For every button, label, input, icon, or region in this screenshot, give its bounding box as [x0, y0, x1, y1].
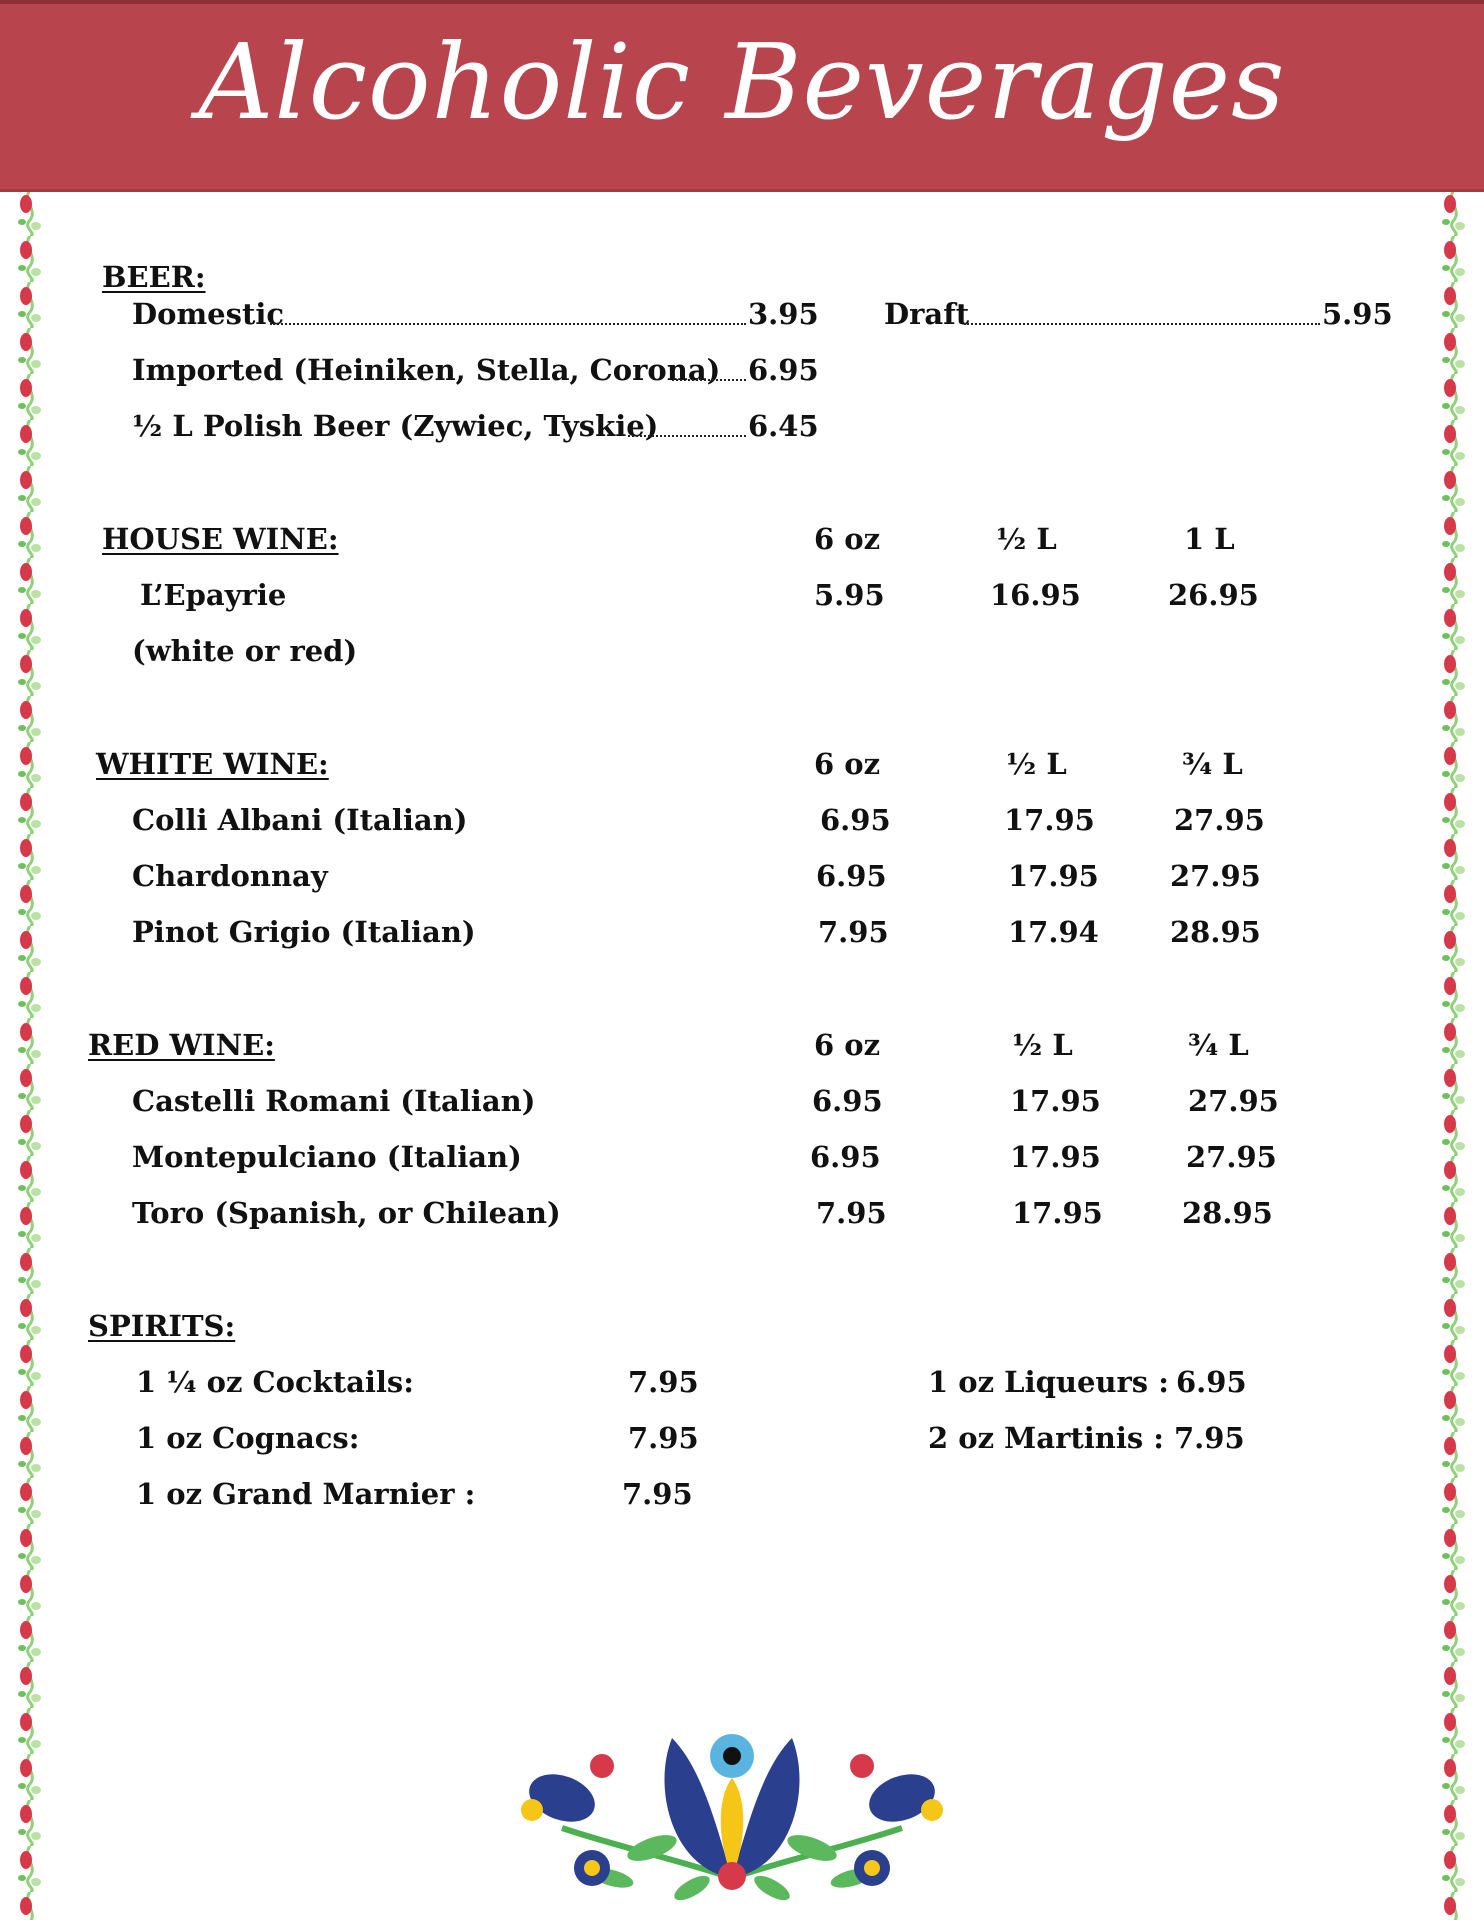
spirits-item-name: 2 oz Martinis :: [928, 1421, 1164, 1455]
spirits-heading: SPIRITS:: [88, 1309, 236, 1343]
red-wine-price: 17.95: [1010, 1140, 1101, 1174]
spirits-item-price: 7.95: [628, 1421, 699, 1455]
spirits-item-name: 1 oz Grand Marnier :: [136, 1477, 476, 1511]
white-wine-price: 17.95: [1008, 859, 1099, 893]
red-wine-price: 28.95: [1182, 1196, 1273, 1230]
red-wine-col-2: ½ L: [1012, 1028, 1073, 1062]
spirits-item-name: 1 oz Cognacs:: [136, 1421, 360, 1455]
white-wine-col-3: ¾ L: [1182, 747, 1243, 781]
white-wine-item-name: Pinot Grigio (Italian): [132, 915, 476, 949]
beer-domestic-price: 3.95: [748, 297, 819, 331]
white-wine-heading: WHITE WINE:: [96, 747, 329, 781]
house-wine-heading: HOUSE WINE:: [102, 522, 339, 556]
right-floral-border: [1440, 190, 1468, 1920]
white-wine-col-2: ½ L: [1006, 747, 1067, 781]
house-wine-note: (white or red): [132, 634, 358, 668]
house-wine-item-name: L’Epayrie: [140, 578, 287, 612]
red-wine-price: 27.95: [1188, 1084, 1279, 1118]
red-wine-price: 17.95: [1012, 1196, 1103, 1230]
dot-leader: [628, 433, 746, 437]
white-wine-price: 17.94: [1008, 915, 1099, 949]
red-wine-heading: RED WINE:: [88, 1028, 275, 1062]
red-wine-item-name: Montepulciano (Italian): [132, 1140, 522, 1174]
red-wine-price: 7.95: [816, 1196, 887, 1230]
white-wine-item-name: Chardonnay: [132, 859, 328, 893]
left-floral-border: [16, 190, 44, 1920]
white-wine-price: 6.95: [816, 859, 887, 893]
dot-leader: [964, 321, 1320, 325]
white-wine-price: 27.95: [1170, 859, 1261, 893]
white-wine-price: 6.95: [820, 803, 891, 837]
beer-imported-price: 6.95: [748, 353, 819, 387]
red-wine-item-name: Castelli Romani (Italian): [132, 1084, 536, 1118]
house-wine-col-2: ½ L: [996, 522, 1057, 556]
beer-draft-price: 5.95: [1322, 297, 1393, 331]
spirits-item-name: 1 ¼ oz Cocktails:: [136, 1365, 414, 1399]
beer-polish-price: 6.45: [748, 409, 819, 443]
white-wine-item-name: Colli Albani (Italian): [132, 803, 468, 837]
floral-border-pattern-icon: [1440, 190, 1468, 1920]
house-wine-col-1: 6 oz: [814, 522, 881, 556]
beer-heading: BEER:: [102, 260, 206, 294]
white-wine-price: 27.95: [1174, 803, 1265, 837]
beer-imported-name: Imported (Heiniken, Stella, Corona): [132, 353, 721, 387]
spirits-item-price: 6.95: [1176, 1365, 1247, 1399]
white-wine-col-1: 6 oz: [814, 747, 881, 781]
white-wine-price: 7.95: [818, 915, 889, 949]
spirits-item-price: 7.95: [622, 1477, 693, 1511]
beer-draft-name: Draft: [884, 297, 970, 331]
red-wine-price: 17.95: [1010, 1084, 1101, 1118]
red-wine-price: 6.95: [812, 1084, 883, 1118]
red-wine-item-name: Toro (Spanish, or Chilean): [132, 1196, 561, 1230]
white-wine-price: 28.95: [1170, 915, 1261, 949]
dot-leader: [270, 321, 746, 325]
beer-polish-name: ½ L Polish Beer (Zywiec, Tyskie): [132, 409, 659, 443]
spirits-item-price: 7.95: [1174, 1421, 1245, 1455]
red-wine-col-3: ¾ L: [1188, 1028, 1249, 1062]
red-wine-price: 27.95: [1186, 1140, 1277, 1174]
house-wine-price-1: 5.95: [814, 578, 885, 612]
house-wine-price-2: 16.95: [990, 578, 1081, 612]
floral-border-pattern-icon: [16, 190, 44, 1920]
header-banner: [0, 0, 1484, 192]
white-wine-price: 17.95: [1004, 803, 1095, 837]
spirits-item-price: 7.95: [628, 1365, 699, 1399]
red-wine-col-1: 6 oz: [814, 1028, 881, 1062]
page-title: Alcoholic Beverages: [198, 21, 1286, 143]
dot-leader: [672, 377, 746, 381]
beer-domestic-name: Domestic: [132, 297, 285, 331]
spirits-item-name: 1 oz Liqueurs :: [928, 1365, 1169, 1399]
folk-flower-ornament-icon: [502, 1728, 962, 1908]
red-wine-price: 6.95: [810, 1140, 881, 1174]
house-wine-col-3: 1 L: [1184, 522, 1235, 556]
house-wine-price-3: 26.95: [1168, 578, 1259, 612]
